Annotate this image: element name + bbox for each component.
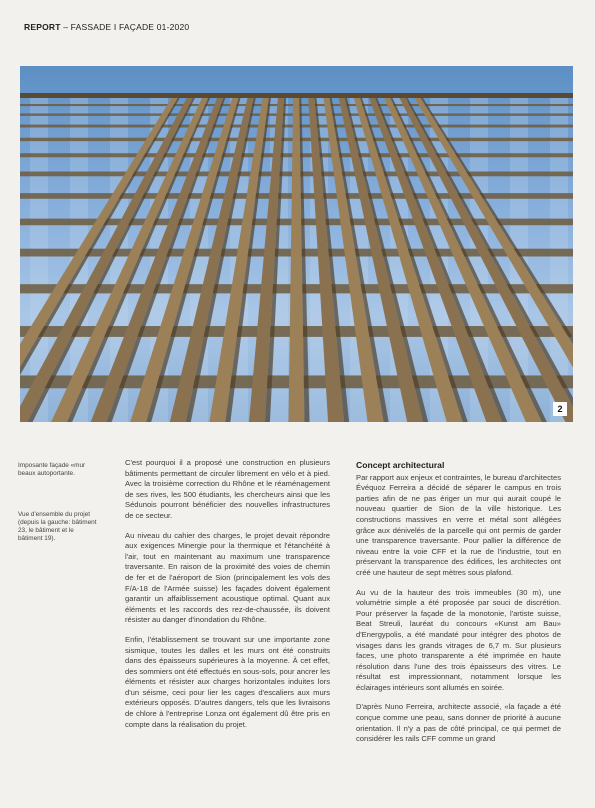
paragraph: D'après Nuno Ferreira, architecte associé, «la façade a été conçue comme une peau, sans donner de priorité à aucune orientation. Il n'y a pas de côté principal, ce qui permet de considérer les rails CFF comme un grand — [356, 702, 561, 744]
paragraph: C'est pourquoi il a proposé une construction en plusieurs bâtiments permettant de circuler librement en vélo et à pied. Avec la troisième correction du Rhône et le réaménagement de ses rives, les 500 étudiants, les chercheurs ainsi que les Sédunois pourront bénéficier des nouvelles infrastructures de ce secteur. — [125, 458, 330, 520]
facade-photo — [20, 66, 573, 422]
header-title: – FASSADE I FAÇADE 01-2020 — [63, 22, 190, 32]
facade-illustration — [20, 66, 573, 422]
photo-number-badge: 2 — [553, 402, 567, 416]
photo-caption-1: Imposante façade «mur beaux autoportante. — [18, 462, 86, 477]
paragraph: Au niveau du cahier des charges, le projet devait répondre aux exigences Minergie pour la thermique et l'étanchéité à l'air, tout en maintenant au maximum une transparence traversante. En raison de la proximité des voies de chemin de fer et de l'aéroport de Sion (principalement les vols des F/A-18 de l'Armée suisse) les façades doivent également garantir un affaiblissement acoustique optimal. Quant aux éléments et les raccords des rez-de-chaussée, ils doivent résister au danger d'inondation du Rhône. — [125, 530, 330, 625]
article-column-right — [356, 460, 561, 754]
paragraph: Au vu de la hauteur des trois immeubles (30 m), une volumétrie simple a été proposée par souci de discrétion. Pour préserver la façade de la monotonie, l'artiste suisse, Beat Streuli, lauréat du concours «Kunst am Bau» d'Energypolis, a été mandaté pour intégrer des photos de visages dans les grands vitrages de 6,7 m. Sur plusieurs faces, une photo transparente a été imprimée en haute résolution dans l'une des trois épaisseurs des vitres. Le résultat est impressionnant, notamment lorsque les éclairages intérieurs sont allumés en soirée. — [356, 587, 561, 692]
header-section: REPORT — [24, 22, 61, 32]
paragraph: Par rapport aux enjeux et contraintes, le bureau d'architectes Évéquoz Ferreira a décidé de séparer le campus en trois parties afin de ne pas ériger un mur qui aurait coupé le nouveau quartier de Sion de la ville historique. Les constructions massives en verre et métal sont allégées grâce aux dénivelés de la parcelle qui ont permis de garder une transparence traversante. Pour pallier la différence de niveau entre la voie CFF et la rue de l'industrie, tout en préservant la transparence des édifices, les architectes ont créé une hauteur de sept mètres sous plafond. — [356, 472, 561, 577]
article-column-left — [125, 458, 330, 739]
section-heading: Concept architectural — [356, 460, 445, 470]
paragraph: Enfin, l'établissement se trouvant sur une importante zone sismique, toutes les dalles et les murs ont été construits dans des épaisseurs supérieures à la moyenne. À cet effet, des sommiers ont été effectués en sous-sols, pour ancrer les éléments et résister aux charges horizontales induites lors d'un séisme, ceci pour lier les cages d'escaliers aux murs extérieurs opposés. D'autres dangers, tels que les livraisons de chlore à l'entreprise Lonza ont également dû être pris en compte dans la réalisation du projet. — [125, 634, 330, 729]
photo-caption-2: Vue d'ensemble du projet (depuis la gauche: bâtiment 23, le bâtiment et le bâtiment 19). — [18, 511, 97, 542]
page-header — [24, 22, 189, 32]
